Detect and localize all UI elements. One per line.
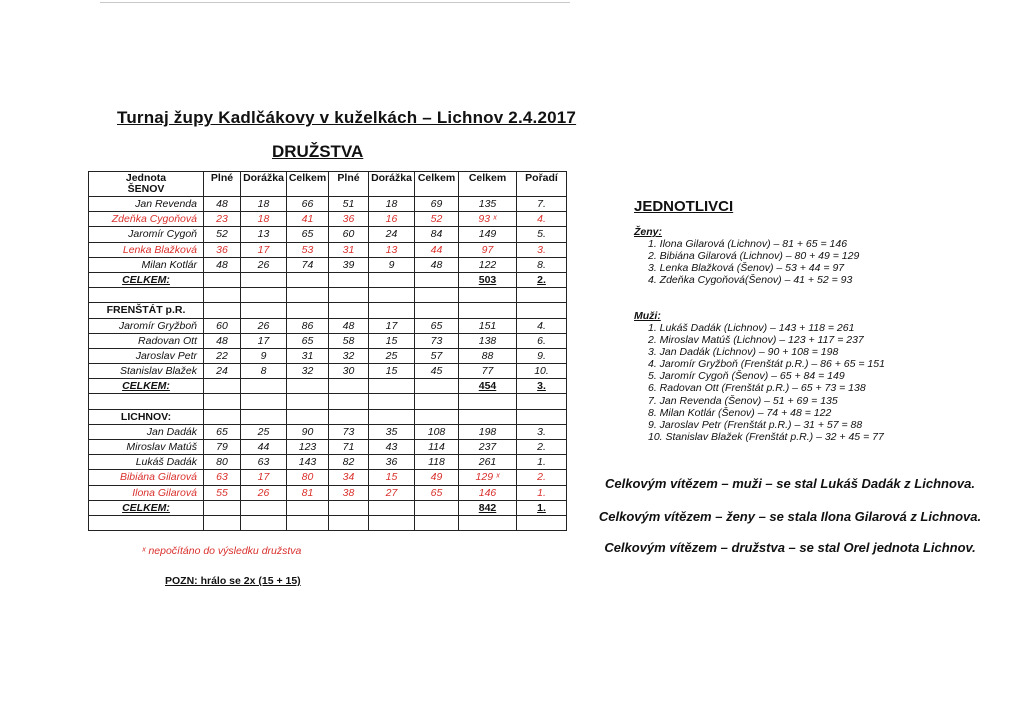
score-cell: 32 <box>329 348 369 363</box>
score-cell: 53 <box>287 242 329 257</box>
empty-cell <box>287 288 329 303</box>
empty-cell <box>329 500 369 515</box>
score-cell: 17 <box>241 333 287 348</box>
score-cell: 17 <box>241 470 287 485</box>
empty-cell <box>517 394 567 409</box>
empty-cell <box>415 379 459 394</box>
empty-cell <box>459 515 517 530</box>
player-name: Bibiána Gilarová <box>89 470 204 485</box>
score-cell: 86 <box>287 318 329 333</box>
ranking-item: 2. Miroslav Matúš (Lichnov) – 123 + 117 = 237 <box>648 334 864 347</box>
team-name: ŠENOV <box>127 183 165 195</box>
column-header: Dorážka <box>369 172 415 197</box>
empty-cell <box>329 288 369 303</box>
score-cell: 4. <box>517 318 567 333</box>
empty-cell <box>415 272 459 287</box>
score-cell: 1. <box>517 485 567 500</box>
column-header: Jednota <box>125 172 167 184</box>
score-cell: 22 <box>204 348 241 363</box>
score-cell: 24 <box>204 364 241 379</box>
men-label: Muži: <box>634 310 661 322</box>
empty-cell <box>204 515 241 530</box>
player-name: Ilona Gilarová <box>89 485 204 500</box>
teams-results-table <box>88 171 567 531</box>
table-row <box>89 455 567 470</box>
score-cell: 45 <box>415 364 459 379</box>
score-cell: 27 <box>369 485 415 500</box>
score-cell: 261 <box>459 455 517 470</box>
score-cell: 32 <box>287 364 329 379</box>
score-cell: 7. <box>517 197 567 212</box>
score-cell: 79 <box>204 440 241 455</box>
player-name: Miroslav Matúš <box>89 440 204 455</box>
score-cell: 198 <box>459 424 517 439</box>
score-cell: 80 <box>204 455 241 470</box>
score-cell: 26 <box>241 485 287 500</box>
player-name: Lukáš Dadák <box>89 455 204 470</box>
score-cell: 81 <box>287 485 329 500</box>
table-row <box>89 318 567 333</box>
player-name: Jaroslav Petr <box>89 348 204 363</box>
empty-cell <box>241 394 287 409</box>
team-header-row <box>89 172 567 197</box>
score-cell: 129 ˣ <box>459 470 517 485</box>
empty-cell <box>517 515 567 530</box>
score-cell: 9. <box>517 348 567 363</box>
score-cell: 5. <box>517 227 567 242</box>
empty-cell <box>369 288 415 303</box>
empty-cell <box>369 409 415 424</box>
ranking-item: 7. Jan Revenda (Šenov) – 51 + 69 = 135 <box>648 394 838 407</box>
score-cell: 84 <box>415 227 459 242</box>
score-cell: 26 <box>241 318 287 333</box>
score-cell: 44 <box>241 440 287 455</box>
score-cell: 73 <box>329 424 369 439</box>
empty-cell <box>241 288 287 303</box>
score-cell: 18 <box>241 212 287 227</box>
score-cell: 114 <box>415 440 459 455</box>
spacer-row <box>89 394 567 409</box>
empty-cell <box>415 500 459 515</box>
score-cell: 69 <box>415 197 459 212</box>
player-name: Zdeňka Cygoňová <box>89 212 204 227</box>
ranking-item: 4. Zdeňka Cygoňová(Šenov) – 41 + 52 = 93 <box>648 274 853 287</box>
score-cell: 8. <box>517 257 567 272</box>
team-name: LICHNOV: <box>120 410 172 423</box>
score-cell: 24 <box>369 227 415 242</box>
women-ranking-list <box>648 238 859 286</box>
score-cell: 8 <box>241 364 287 379</box>
empty-cell <box>459 409 517 424</box>
team-header-row <box>89 303 567 318</box>
empty-cell <box>329 379 369 394</box>
total-label: CELKEM: <box>89 379 204 394</box>
empty-cell <box>89 515 204 530</box>
team-total: 503 <box>459 272 517 287</box>
table-row <box>89 212 567 227</box>
score-cell: 143 <box>287 455 329 470</box>
team-name-cell <box>89 409 204 424</box>
score-cell: 38 <box>329 485 369 500</box>
score-cell: 36 <box>329 212 369 227</box>
empty-cell <box>369 394 415 409</box>
score-cell: 60 <box>329 227 369 242</box>
score-cell: 151 <box>459 318 517 333</box>
empty-cell <box>241 500 287 515</box>
score-cell: 97 <box>459 242 517 257</box>
team-total: 454 <box>459 379 517 394</box>
empty-cell <box>415 288 459 303</box>
empty-cell <box>369 379 415 394</box>
winner-teams: Celkovým vítězem – družstva – se stal Orel jednota Lichnov. <box>604 540 976 555</box>
empty-cell <box>241 409 287 424</box>
table-row <box>89 227 567 242</box>
table-row <box>89 333 567 348</box>
score-cell: 71 <box>329 440 369 455</box>
ranking-item: 8. Milan Kotlár (Šenov) – 74 + 48 = 122 <box>648 406 832 419</box>
table-row <box>89 197 567 212</box>
score-cell: 65 <box>415 485 459 500</box>
empty-cell <box>369 272 415 287</box>
score-cell: 88 <box>459 348 517 363</box>
column-header: Dorážka <box>241 172 287 197</box>
empty-cell <box>287 379 329 394</box>
score-cell: 31 <box>287 348 329 363</box>
score-cell: 26 <box>241 257 287 272</box>
score-cell: 43 <box>369 440 415 455</box>
score-cell: 18 <box>241 197 287 212</box>
score-cell: 66 <box>287 197 329 212</box>
score-cell: 82 <box>329 455 369 470</box>
team-rank: 1. <box>517 500 567 515</box>
score-cell: 52 <box>204 227 241 242</box>
score-cell: 17 <box>369 318 415 333</box>
team-name-cell <box>89 303 204 318</box>
score-cell: 48 <box>204 197 241 212</box>
empty-cell <box>517 409 567 424</box>
score-cell: 80 <box>287 470 329 485</box>
ranking-item: 9. Jaroslav Petr (Frenštát p.R.) – 31 + 57 = 88 <box>648 418 863 431</box>
table-row <box>89 424 567 439</box>
column-header: Plné <box>204 172 241 197</box>
score-cell: 15 <box>369 333 415 348</box>
ranking-item: 10. Stanislav Blažek (Frenštát p.R.) – 32 + 45 = 77 <box>648 430 884 443</box>
ranking-item: 2. Bibiána Gilarová (Lichnov) – 80 + 49 = 129 <box>648 250 860 263</box>
men-ranking-list <box>648 322 885 443</box>
table-row <box>89 470 567 485</box>
empty-cell <box>459 288 517 303</box>
team-name: FRENŠTÁT p.R. <box>106 304 186 317</box>
table-row <box>89 257 567 272</box>
ranking-item: 4. Jaromír Gryžboň (Frenštát p.R.) – 86 + 65 = 151 <box>648 358 885 371</box>
player-name: Jan Dadák <box>89 424 204 439</box>
player-name: Jan Revenda <box>89 197 204 212</box>
score-cell: 138 <box>459 333 517 348</box>
score-cell: 36 <box>369 455 415 470</box>
score-cell: 13 <box>369 242 415 257</box>
column-header: Plné <box>329 172 369 197</box>
empty-cell <box>329 303 369 318</box>
score-cell: 123 <box>287 440 329 455</box>
ranking-item: 5. Jaromír Cygoň (Šenov) – 65 + 84 = 149 <box>648 370 845 383</box>
footnote-not-counted: ˣ nepočítáno do výsledku družstva <box>142 545 302 557</box>
empty-cell <box>89 394 204 409</box>
score-cell: 39 <box>329 257 369 272</box>
table-row <box>89 485 567 500</box>
score-cell: 77 <box>459 364 517 379</box>
team-rank: 2. <box>517 272 567 287</box>
score-cell: 4. <box>517 212 567 227</box>
team-total-row <box>89 500 567 515</box>
empty-cell <box>89 288 204 303</box>
empty-cell <box>241 303 287 318</box>
spacer-row <box>89 515 567 530</box>
team-total-row <box>89 379 567 394</box>
empty-cell <box>369 515 415 530</box>
empty-cell <box>241 379 287 394</box>
score-cell: 65 <box>287 333 329 348</box>
column-header: Pořadí <box>517 172 567 197</box>
ranking-item: 1. Lukáš Dadák (Lichnov) – 143 + 118 = 261 <box>648 322 855 334</box>
score-cell: 48 <box>415 257 459 272</box>
empty-cell <box>204 272 241 287</box>
winner-men: Celkovým vítězem – muži – se stal Lukáš Dadák z Lichnova. <box>605 476 975 491</box>
empty-cell <box>517 303 567 318</box>
score-cell: 58 <box>329 333 369 348</box>
empty-cell <box>329 272 369 287</box>
spacer-row <box>89 288 567 303</box>
total-label: CELKEM: <box>89 272 204 287</box>
winner-women: Celkovým vítězem – ženy – se stala Ilona Gilarová z Lichnova. <box>598 509 982 524</box>
score-cell: 35 <box>369 424 415 439</box>
ranking-item: 1. Ilona Gilarová (Lichnov) – 81 + 65 = 146 <box>648 238 848 250</box>
score-cell: 9 <box>369 257 415 272</box>
score-cell: 34 <box>329 470 369 485</box>
empty-cell <box>369 500 415 515</box>
empty-cell <box>369 303 415 318</box>
empty-cell <box>329 409 369 424</box>
empty-cell <box>204 379 241 394</box>
player-name: Lenka Blažková <box>89 242 204 257</box>
empty-cell <box>204 500 241 515</box>
team-total-row <box>89 272 567 287</box>
score-cell: 49 <box>415 470 459 485</box>
score-cell: 1. <box>517 455 567 470</box>
score-cell: 2. <box>517 470 567 485</box>
score-cell: 74 <box>287 257 329 272</box>
empty-cell <box>415 303 459 318</box>
player-name: Milan Kotlár <box>89 257 204 272</box>
score-cell: 18 <box>369 197 415 212</box>
score-cell: 146 <box>459 485 517 500</box>
score-cell: 48 <box>204 257 241 272</box>
page-title: Turnaj župy Kadlčákovy v kuželkách – Lichnov 2.4.2017 <box>117 108 577 127</box>
score-cell: 63 <box>241 455 287 470</box>
score-cell: 23 <box>204 212 241 227</box>
empty-cell <box>287 303 329 318</box>
team-total: 842 <box>459 500 517 515</box>
score-cell: 13 <box>241 227 287 242</box>
team-rank: 3. <box>517 379 567 394</box>
score-cell: 122 <box>459 257 517 272</box>
score-cell: 3. <box>517 242 567 257</box>
ranking-item: 3. Jan Dadák (Lichnov) – 90 + 108 = 198 <box>648 346 839 359</box>
player-name: Jaromír Cygoň <box>89 227 204 242</box>
score-cell: 48 <box>329 318 369 333</box>
score-cell: 15 <box>369 364 415 379</box>
score-cell: 17 <box>241 242 287 257</box>
score-cell: 90 <box>287 424 329 439</box>
score-cell: 30 <box>329 364 369 379</box>
score-cell: 108 <box>415 424 459 439</box>
empty-cell <box>287 272 329 287</box>
score-cell: 25 <box>369 348 415 363</box>
section-title-individuals: JEDNOTLIVCI <box>634 198 734 215</box>
empty-cell <box>241 515 287 530</box>
player-name: Jaromír Gryžboň <box>89 318 204 333</box>
ranking-item: 6. Radovan Ott (Frenštát p.R.) – 65 + 73 = 138 <box>648 382 866 395</box>
score-cell: 31 <box>329 242 369 257</box>
score-cell: 15 <box>369 470 415 485</box>
score-cell: 65 <box>415 318 459 333</box>
score-cell: 41 <box>287 212 329 227</box>
score-cell: 73 <box>415 333 459 348</box>
total-label: CELKEM: <box>89 500 204 515</box>
empty-cell <box>415 394 459 409</box>
empty-cell <box>204 303 241 318</box>
column-header: Celkem <box>415 172 459 197</box>
empty-cell <box>287 409 329 424</box>
team-header-row <box>89 409 567 424</box>
score-cell: 149 <box>459 227 517 242</box>
player-name: Stanislav Blažek <box>89 364 204 379</box>
score-cell: 6. <box>517 333 567 348</box>
empty-cell <box>459 394 517 409</box>
table-row <box>89 440 567 455</box>
score-cell: 65 <box>204 424 241 439</box>
empty-cell <box>329 515 369 530</box>
empty-cell <box>459 303 517 318</box>
empty-cell <box>204 394 241 409</box>
scan-artifact-line <box>100 2 570 3</box>
score-cell: 118 <box>415 455 459 470</box>
score-cell: 57 <box>415 348 459 363</box>
empty-cell <box>241 272 287 287</box>
empty-cell <box>517 288 567 303</box>
ranking-item: 3. Lenka Blažková (Šenov) – 53 + 44 = 97 <box>648 262 845 275</box>
player-name: Radovan Ott <box>89 333 204 348</box>
empty-cell <box>329 394 369 409</box>
empty-cell <box>415 409 459 424</box>
score-cell: 16 <box>369 212 415 227</box>
score-cell: 63 <box>204 470 241 485</box>
table-row <box>89 242 567 257</box>
score-cell: 135 <box>459 197 517 212</box>
empty-cell <box>287 394 329 409</box>
table-row <box>89 364 567 379</box>
empty-cell <box>204 288 241 303</box>
table-row <box>89 348 567 363</box>
column-header: Celkem <box>459 172 517 197</box>
score-cell: 9 <box>241 348 287 363</box>
score-cell: 2. <box>517 440 567 455</box>
empty-cell <box>287 515 329 530</box>
score-cell: 25 <box>241 424 287 439</box>
score-cell: 36 <box>204 242 241 257</box>
score-cell: 3. <box>517 424 567 439</box>
score-cell: 93 ˣ <box>459 212 517 227</box>
women-label: Ženy: <box>634 226 663 238</box>
empty-cell <box>287 500 329 515</box>
empty-cell <box>415 515 459 530</box>
team-name-cell <box>89 172 204 197</box>
score-cell: 48 <box>204 333 241 348</box>
footnote-format: POZN: hrálo se 2x (15 + 15) <box>165 575 301 587</box>
empty-cell <box>204 409 241 424</box>
score-cell: 51 <box>329 197 369 212</box>
score-cell: 10. <box>517 364 567 379</box>
score-cell: 60 <box>204 318 241 333</box>
score-cell: 237 <box>459 440 517 455</box>
score-cell: 55 <box>204 485 241 500</box>
column-header: Celkem <box>287 172 329 197</box>
section-title-teams: DRUŽSTVA <box>272 142 364 161</box>
score-cell: 65 <box>287 227 329 242</box>
score-cell: 44 <box>415 242 459 257</box>
score-cell: 52 <box>415 212 459 227</box>
